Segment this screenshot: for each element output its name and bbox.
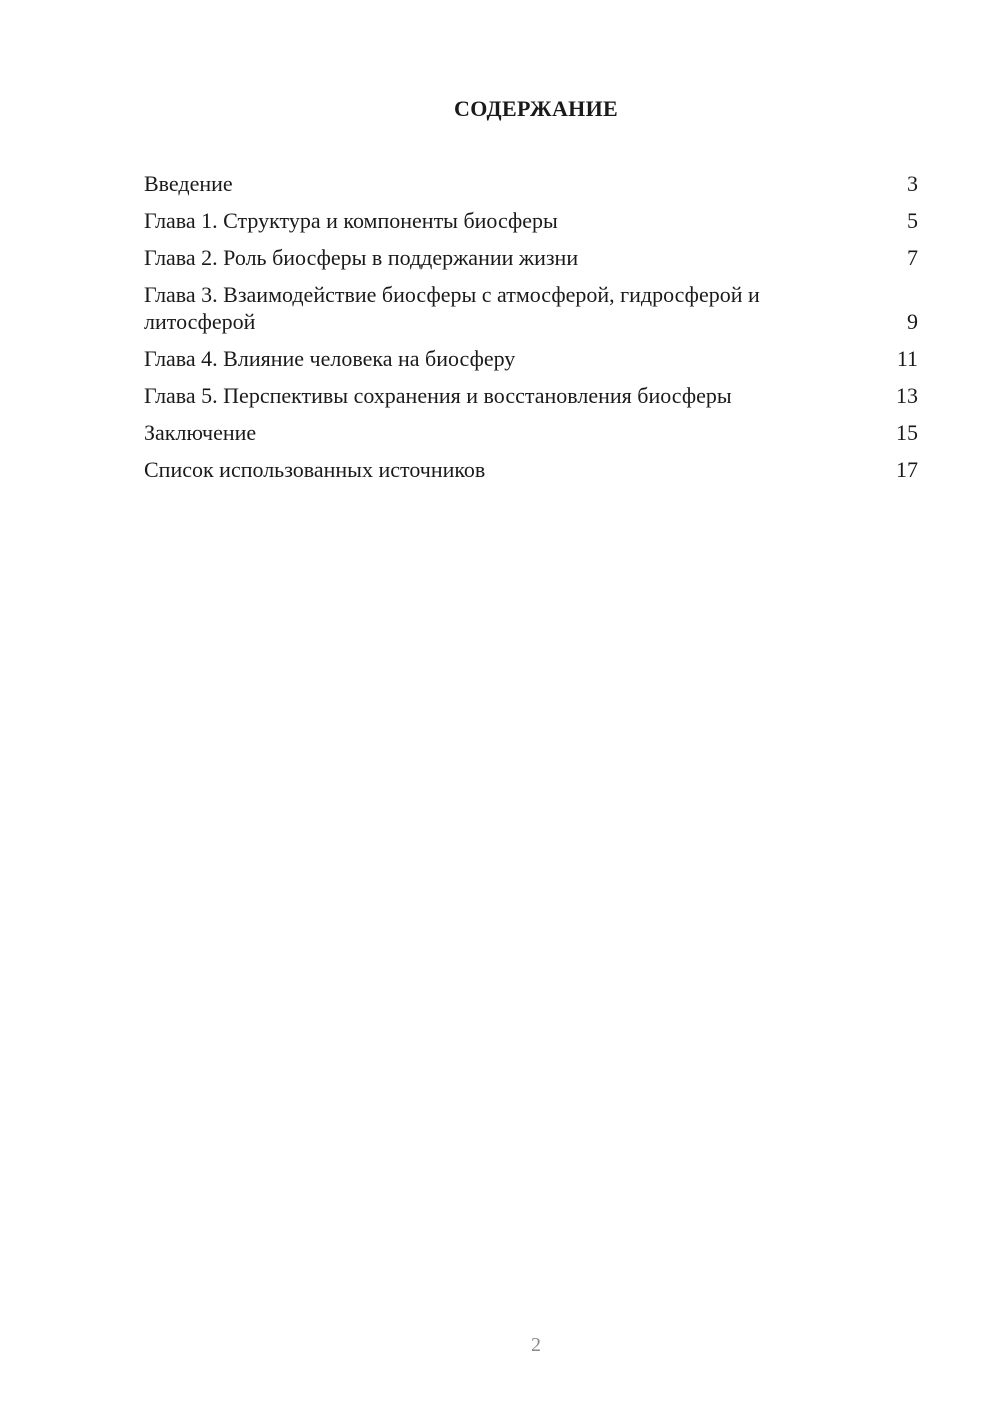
toc-entry-chapter-1 <box>144 207 918 234</box>
toc-entry-text: Глава 5. Перспективы сохранения и восстановления биосферы <box>144 383 732 408</box>
toc-entry-text: Список использованных источников <box>144 457 486 482</box>
toc-entry-text: Введение <box>144 171 233 196</box>
toc-entry-page: 11 <box>896 346 918 371</box>
toc-entry-text: Глава 4. Влияние человека на биосферу <box>144 346 516 371</box>
toc-entry-conclusion <box>144 419 918 446</box>
toc-entry-text: Глава 3. Взаимодействие биосферы с атмосферой, гидросферой и литосферой <box>144 282 760 334</box>
toc-entry-page: 9 <box>907 309 918 334</box>
toc-entry-page: 13 <box>896 383 918 408</box>
toc-entry-chapter-4 <box>144 345 918 372</box>
page-number: 2 <box>531 1334 541 1356</box>
toc-entry-page: 5 <box>907 208 918 233</box>
table-of-contents <box>144 170 918 493</box>
toc-entry-page: 3 <box>907 171 918 196</box>
toc-entry-page: 15 <box>896 420 918 445</box>
page-title: СОДЕРЖАНИЕ <box>454 96 618 121</box>
toc-entry-chapter-2 <box>144 244 918 271</box>
toc-entry-text: Глава 2. Роль биосферы в поддержании жизни <box>144 245 579 270</box>
toc-entry-introduction <box>144 170 918 197</box>
toc-entry-chapter-5 <box>144 382 918 409</box>
toc-entry-page: 17 <box>896 457 918 482</box>
toc-entry-page: 7 <box>907 245 918 270</box>
toc-entry-references <box>144 456 918 483</box>
toc-entry-text: Глава 1. Структура и компоненты биосферы <box>144 208 558 233</box>
toc-entry-text: Заключение <box>144 420 257 445</box>
toc-entry-chapter-3 <box>144 281 918 335</box>
